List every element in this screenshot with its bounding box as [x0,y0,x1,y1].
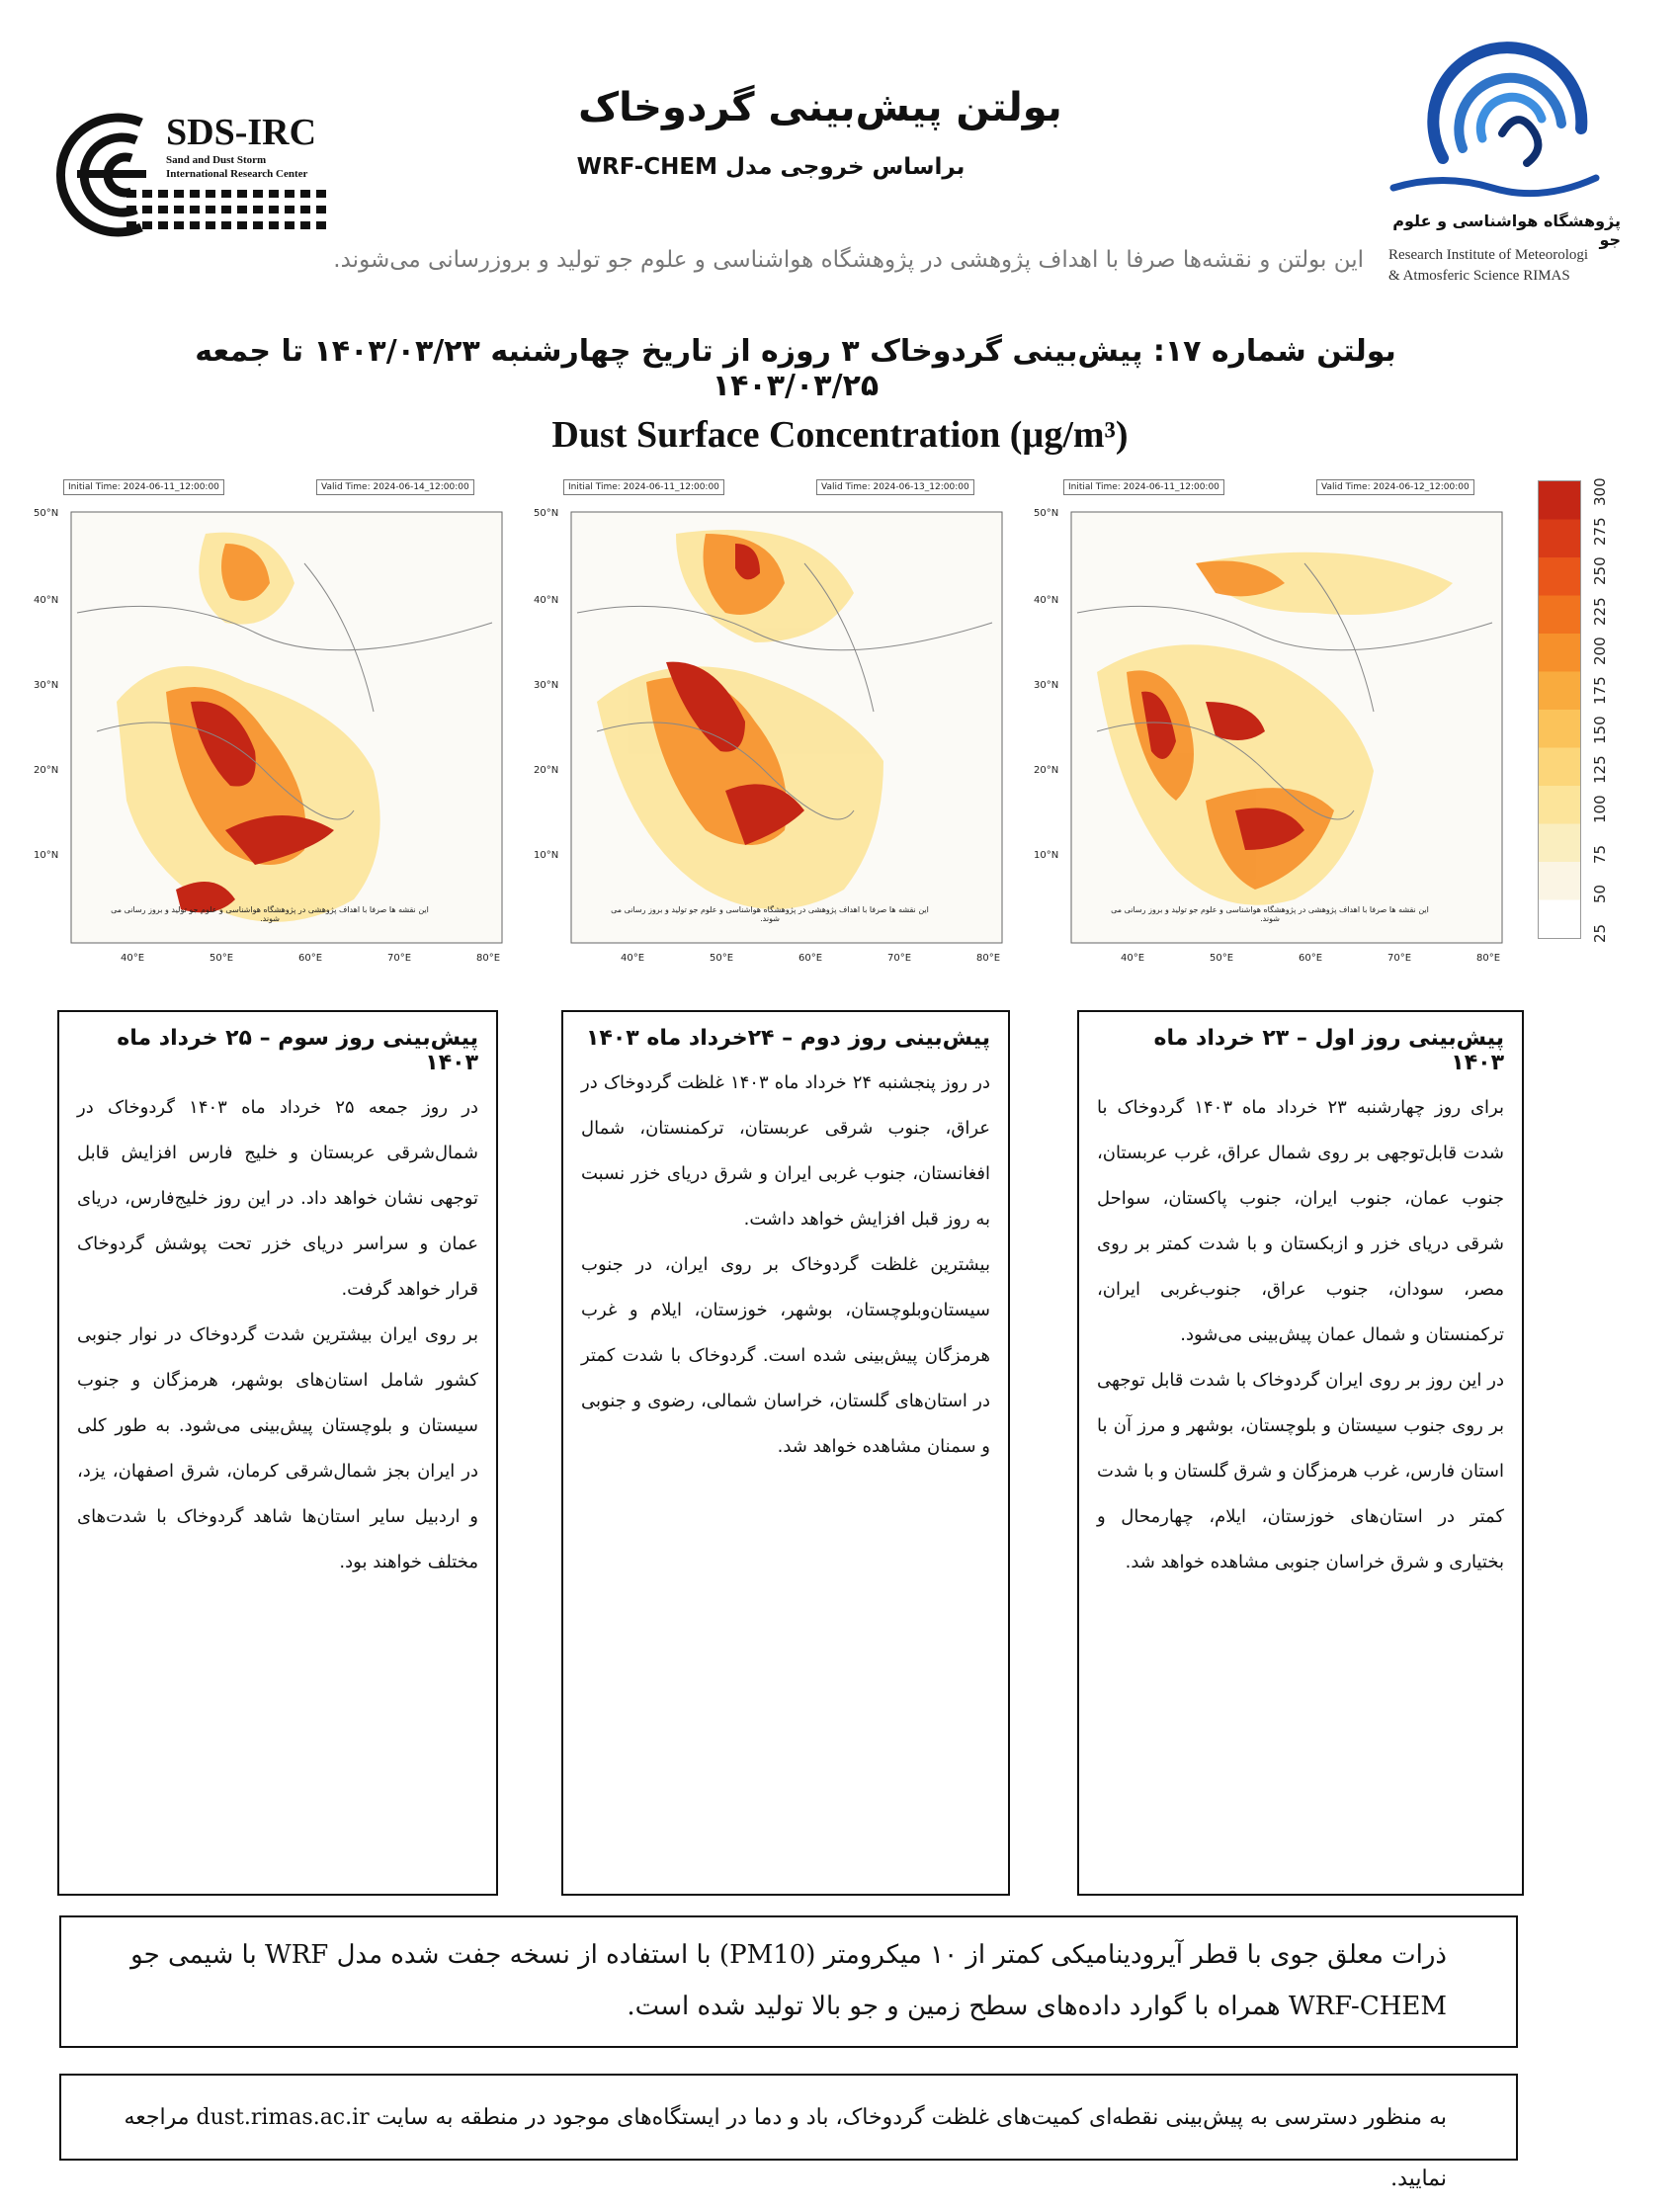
colorbar-tick-label: 250 [1591,556,1609,586]
rimas-name-en-2: & Atmosferic Science RIMAS [1388,268,1570,284]
research-disclaimer: این بولتن و نقشه‌ها صرفا با اهداف پژوهشی در پژوهشگاه هواشناسی و علوم جو تولید و بروزرسانی می‌شوند. [333,247,1364,273]
map-disclaimer: این نقشه ها صرفا با اهداف پژوهشی در پژوهشگاه هواشناسی و علوم جو تولید و بروز رسانی می شوند. [611,905,929,923]
lat-label: 40°N [34,595,59,606]
colorbar-tick-label: 200 [1591,637,1609,665]
pm10-model-note: ذرات معلق جوی با قطر آیرودینامیکی کمتر از ۱۰ میکرومتر (PM10) با استفاده از نسخه جفت شده مدل WRF با شیمی جو WRF-CHEM همراه با گوارد داده‌های سطح زمین و جو بالا تولید شده است. [59,1915,1518,2048]
lon-label: 60°E [798,953,823,964]
lon-label: 50°E [710,953,734,964]
lon-label: 40°E [121,953,145,964]
lon-label: 80°E [976,953,1001,964]
dust-map-day2-image [557,474,1032,969]
colorbar-tick-label: 25 [1591,923,1609,943]
lon-label: 50°E [1210,953,1234,964]
lat-label: 10°N [534,850,559,861]
forecast-day2-paragraph-1: در روز پنجشنبه ۲۴ خرداد ماه ۱۴۰۳ غلظت گردوخاک در عراق، جنوب شرقی عربستان، ترکمنستان، شمال افغانستان، جنوب غربی ایران و شرق دریای خزر نسبت به روز قبل افزایش خواهد داشت. [581,1072,990,1230]
bulletin-number-and-dates: بولتن شماره ۱۷: پیش‌بینی گردوخاک ۳ روزه از تاریخ چهارشنبه ۱۴۰۳/۰۳/۲۳ تا جمعه ۱۴۰۳/۰۳/۲۵ [195,334,1396,403]
lat-label: 10°N [34,850,59,861]
colorbar-tick-label: 175 [1591,676,1609,705]
dust-map-day1 [1034,474,1532,969]
rimas-logo [1384,40,1621,217]
forecast-day1-paragraph-1: برای روز چهارشنبه ۲۳ خرداد ماه ۱۴۰۳ گردوخاک با شدت قابل‌توجهی بر روی شمال عراق، غرب عربستان، جنوب عمان، جنوب ایران، جنوب پاکستان، سواحل شرقی دریای خزر و ازبکستان و با شدت کمتر بر روی مصر، سودان، جنوب عراق، جنوب‌غربی ایران، ترکمنستان و شمال عمان پیش‌بینی می‌شود. [1097,1097,1504,1345]
lat-label: 40°N [534,595,559,606]
colorbar-tick-label: 75 [1591,844,1609,864]
forecast-day1-title: پیش‌بینی روز اول – ۲۳ خرداد ماه ۱۴۰۳ [1153,1026,1504,1075]
lon-label: 40°E [1121,953,1145,964]
bulletin-title: بولتن پیش‌بینی گردوخاک [578,85,1062,130]
map-disclaimer: این نقشه ها صرفا با اهداف پژوهشی در پژوهشگاه هواشناسی و علوم جو تولید و بروز رسانی می شوند. [111,905,429,923]
lon-label: 80°E [476,953,501,964]
forecast-day3-paragraph-1: در روز جمعه ۲۵ خرداد ماه ۱۴۰۳ گردوخاک در شمال‌شرقی عربستان و خلیج فارس افزایش قابل توجهی نشان خواهد داد. در این روز خلیج‌فارس، دریای عمان و سراسر دریای خزر تحت پوشش گردوخاک قرار خواهد گرفت. [77,1097,478,1300]
forecast-day2-paragraph-2: بیشترین غلظت گردوخاک بر روی ایران، در جنوب سیستان‌وبلوچستان، بوشهر، خوزستان، ایلام و غرب هرمزگان پیش‌بینی شده است. گردوخاک با شدت کمتر در استان‌های گلستان، خراسان شمالی، رضوی و جنوبی و سمنان مشاهده خواهد شد. [581,1254,990,1457]
rimas-name-fa: پژوهشگاه هواشناسی و علوم جو [1392,212,1621,249]
initial-time-tag: Initial Time: 2024-06-11_12:00:00 [63,479,224,495]
forecast-day1-paragraph-2: در این روز بر روی ایران گردوخاک با شدت قابل توجهی بر روی جنوب سیستان و بلوچستان، بوشهر و مرز آن با استان فارس، غرب هرمزگان و شرق گلستان و با شدت کمتر در استان‌های خوزستان، ایلام، چهارمحال و بختیاری و شرق خراسان جنوبی مشاهده خواهد شد. [1097,1370,1504,1572]
forecast-day2-title: پیش‌بینی روز دوم – ۲۴خرداد ماه ۱۴۰۳ [586,1026,990,1051]
valid-time-tag: Valid Time: 2024-06-14_12:00:00 [316,479,474,495]
lon-label: 70°E [1387,953,1412,964]
colorbar-tick-label: 125 [1591,755,1609,785]
lat-label: 50°N [534,508,559,519]
lat-label: 40°N [1034,595,1059,606]
sds-irc-subline-2: International Research Center [166,168,308,180]
valid-time-tag: Valid Time: 2024-06-12_12:00:00 [1316,479,1474,495]
lon-label: 60°E [1299,953,1323,964]
forecast-day3-title: پیش‌بینی روز سوم – ۲۵ خرداد ماه ۱۴۰۳ [117,1026,478,1075]
concentration-colorbar [1538,480,1581,939]
lat-label: 20°N [1034,765,1059,776]
colorbar-tick-label: 150 [1591,716,1609,745]
initial-time-tag: Initial Time: 2024-06-11_12:00:00 [563,479,724,495]
lon-label: 50°E [210,953,234,964]
lon-label: 70°E [387,953,412,964]
bulletin-subtitle: براساس خروجی مدل WRF-CHEM [576,154,966,180]
sds-irc-name: SDS-IRC [166,112,317,153]
lat-label: 20°N [534,765,559,776]
lat-label: 30°N [1034,680,1059,691]
forecast-day2-box [561,1010,1010,1896]
colorbar-tick-label: 50 [1591,884,1609,903]
lat-label: 20°N [34,765,59,776]
forecast-day3-paragraph-2: بر روی ایران بیشترین شدت گردوخاک در نوار جنوبی کشور شامل استان‌های بوشهر، هرمزگان و جنوب سیستان و بلوچستان پیش‌بینی می‌شود. به طور کلی در ایران بجز شمال‌شرقی کرمان، شرق اصفهان، یزد، و اردبیل سایر استان‌ها شاهد گردوخاک با شدت‌های مختلف خواهند بود. [77,1324,478,1572]
colorbar-tick-label: 100 [1591,795,1609,824]
map-title: Dust Surface Concentration (µg/m³) [551,414,1129,456]
forecast-day3-box [57,1010,498,1896]
dust-map-day2 [534,474,1032,969]
dust-map-day1-image [1057,474,1532,969]
dust-map-day3-image [57,474,532,969]
lon-label: 60°E [298,953,323,964]
lat-label: 10°N [1034,850,1059,861]
sds-irc-subline-1: Sand and Dust Storm [166,154,267,166]
colorbar-tick-label: 225 [1591,596,1609,626]
colorbar-tick-label: 300 [1591,477,1609,506]
dust-map-day3 [34,474,532,969]
lat-label: 30°N [534,680,559,691]
colorbar-tick-label: 275 [1591,517,1609,547]
lat-label: 50°N [34,508,59,519]
valid-time-tag: Valid Time: 2024-06-13_12:00:00 [816,479,974,495]
website-reference-note: به منظور دسترسی به پیش‌بینی نقطه‌ای کمیت‌های غلظت گردوخاک، باد و دما در ایستگاه‌های موجود در منطقه به سایت dust.rimas.ac.ir مراجعه نمایید. [59,2074,1518,2161]
forecast-day1-box [1077,1010,1524,1896]
lon-label: 70°E [887,953,912,964]
lon-label: 40°E [621,953,645,964]
map-disclaimer: این نقشه ها صرفا با اهداف پژوهشی در پژوهشگاه هواشناسی و علوم جو تولید و بروز رسانی می شوند. [1111,905,1429,923]
lon-label: 80°E [1476,953,1501,964]
lat-label: 30°N [34,680,59,691]
lat-label: 50°N [1034,508,1059,519]
rimas-name-en-1: Research Institute of Meteorologi [1388,247,1589,263]
initial-time-tag: Initial Time: 2024-06-11_12:00:00 [1063,479,1224,495]
